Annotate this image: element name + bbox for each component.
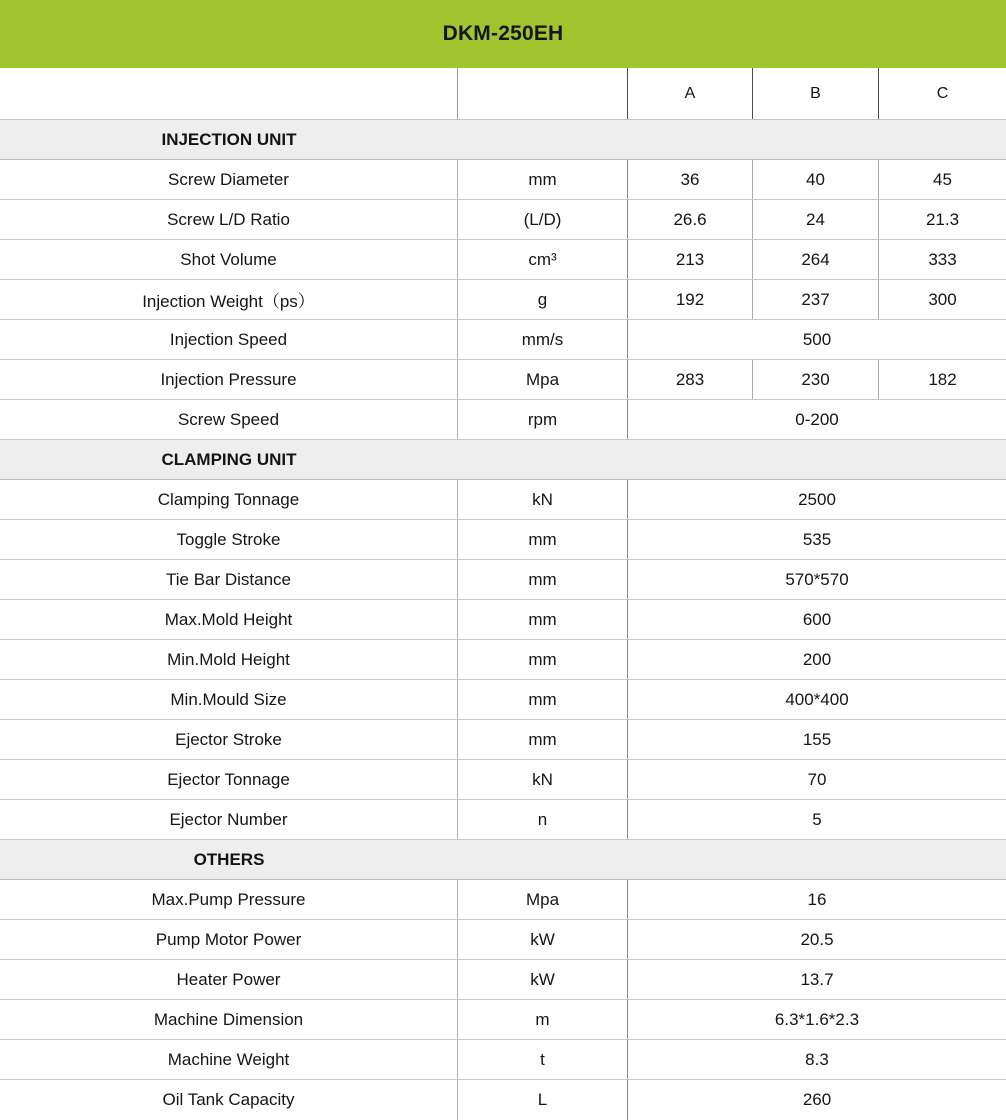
spec-unit: mm xyxy=(458,560,628,599)
spec-label: Ejector Number xyxy=(0,800,458,839)
spec-label: Max.Pump Pressure xyxy=(0,880,458,919)
section-title: OTHERS xyxy=(193,849,265,869)
spec-value-b: 40 xyxy=(753,160,879,199)
spec-value-span: 13.7 xyxy=(800,969,834,989)
spec-label: Heater Power xyxy=(0,960,458,999)
spec-unit: mm/s xyxy=(458,320,628,359)
table-row-toggle-stroke xyxy=(0,520,1006,560)
spec-label: Max.Mold Height xyxy=(0,600,458,639)
spec-unit: mm xyxy=(458,720,628,759)
spec-value-a: 26.6 xyxy=(628,200,753,239)
table-row-screw-ld-ratio xyxy=(0,200,1006,240)
spec-value-span: 16 xyxy=(807,889,827,909)
table-row-ejector-number xyxy=(0,800,1006,840)
table-row-screw-diameter xyxy=(0,160,1006,200)
table-row-clamping-tonnage xyxy=(0,480,1006,520)
spec-value-c: 21.3 xyxy=(925,209,960,229)
spec-unit: kW xyxy=(458,920,628,959)
table-row-min-mould-size xyxy=(0,680,1006,720)
spec-unit: n xyxy=(458,800,628,839)
spec-value-span: 8.3 xyxy=(805,1049,829,1069)
table-row-injection-pressure xyxy=(0,360,1006,400)
spec-value-span: 0-200 xyxy=(795,409,839,429)
spec-value-span: 200 xyxy=(802,649,832,669)
spec-value-b: 237 xyxy=(753,280,879,319)
table-row-ejector-tonnage xyxy=(0,760,1006,800)
column-header-row xyxy=(0,68,1006,120)
spec-label: Min.Mold Height xyxy=(0,640,458,679)
table-row-max-mold-height xyxy=(0,600,1006,640)
spec-label: Min.Mould Size xyxy=(0,680,458,719)
table-row-tie-bar-distance xyxy=(0,560,1006,600)
spec-value-span: 260 xyxy=(802,1090,832,1109)
spec-value-c: 182 xyxy=(928,369,957,389)
spec-unit: rpm xyxy=(458,400,628,439)
spec-unit: m xyxy=(458,1000,628,1039)
spec-label: Oil Tank Capacity xyxy=(0,1080,458,1120)
section-header-clamping-unit xyxy=(0,440,1006,480)
spec-unit: cm³ xyxy=(458,240,628,279)
spec-unit: Mpa xyxy=(458,360,628,399)
spec-unit: mm xyxy=(458,680,628,719)
spec-label: Injection Pressure xyxy=(0,360,458,399)
spec-label: Ejector Tonnage xyxy=(0,760,458,799)
spec-unit: g xyxy=(458,280,628,319)
machine-model-title: DKM-250EH xyxy=(442,22,564,45)
column-header-c: C xyxy=(936,84,949,102)
table-row-ejector-stroke xyxy=(0,720,1006,760)
spec-unit: kN xyxy=(458,760,628,799)
spec-value-a: 283 xyxy=(628,360,753,399)
spec-unit: mm xyxy=(458,160,628,199)
spec-unit: mm xyxy=(458,640,628,679)
spec-unit: t xyxy=(458,1040,628,1079)
section-header-others xyxy=(0,840,1006,880)
table-row-heater-power xyxy=(0,960,1006,1000)
spec-label: Machine Weight xyxy=(0,1040,458,1079)
spec-value-span: 20.5 xyxy=(800,929,834,949)
column-header-b: B xyxy=(753,68,879,119)
spec-unit: (L/D) xyxy=(458,200,628,239)
spec-value-span: 535 xyxy=(802,529,832,549)
spec-value-span: 570*570 xyxy=(785,569,849,589)
spec-value-span: 5 xyxy=(812,809,822,829)
spec-unit: Mpa xyxy=(458,880,628,919)
table-row-max-pump-pressure xyxy=(0,880,1006,920)
spec-label: Pump Motor Power xyxy=(0,920,458,959)
section-title: CLAMPING UNIT xyxy=(161,449,297,469)
spec-value-a: 36 xyxy=(628,160,753,199)
spec-value-span: 6.3*1.6*2.3 xyxy=(774,1009,860,1029)
spec-label: Toggle Stroke xyxy=(0,520,458,559)
spec-label: Injection Speed xyxy=(0,320,458,359)
header-spec-cell xyxy=(0,68,458,119)
table-row-pump-motor-power xyxy=(0,920,1006,960)
spec-value-c: 333 xyxy=(928,249,957,269)
spec-value-span: 400*400 xyxy=(785,689,849,709)
spec-unit: mm xyxy=(458,520,628,559)
spec-unit: mm xyxy=(458,600,628,639)
spec-value-span: 600 xyxy=(802,609,832,629)
spec-value-a: 192 xyxy=(628,280,753,319)
table-row-machine-weight xyxy=(0,1040,1006,1080)
spec-unit: kW xyxy=(458,960,628,999)
spec-label: Clamping Tonnage xyxy=(0,480,458,519)
table-row-oil-tank-capacity xyxy=(0,1080,1006,1120)
header-unit-cell xyxy=(458,68,628,119)
spec-value-span: 70 xyxy=(807,769,827,789)
title-bar xyxy=(0,0,1006,68)
spec-unit: L xyxy=(458,1080,628,1120)
table-row-injection-weight xyxy=(0,280,1006,320)
spec-label: Ejector Stroke xyxy=(0,720,458,759)
spec-value-b: 264 xyxy=(753,240,879,279)
spec-label: Injection Weight（ps） xyxy=(0,280,458,319)
spec-label: Screw Diameter xyxy=(0,160,458,199)
spec-value-b: 230 xyxy=(753,360,879,399)
section-title: INJECTION UNIT xyxy=(161,129,297,149)
column-header-a: A xyxy=(628,68,753,119)
spec-value-span: 500 xyxy=(802,329,832,349)
spec-label: Screw L/D Ratio xyxy=(0,200,458,239)
spec-value-span: 2500 xyxy=(798,489,836,509)
spec-value-a: 213 xyxy=(628,240,753,279)
spec-label: Tie Bar Distance xyxy=(0,560,458,599)
table-row-screw-speed xyxy=(0,400,1006,440)
table-row-injection-speed xyxy=(0,320,1006,360)
table-row-min-mold-height xyxy=(0,640,1006,680)
spec-value-b: 24 xyxy=(753,200,879,239)
section-header-injection-unit xyxy=(0,120,1006,160)
table-row-machine-dimension xyxy=(0,1000,1006,1040)
spec-value-span: 155 xyxy=(802,729,832,749)
spec-label: Screw Speed xyxy=(0,400,458,439)
spec-value-c: 45 xyxy=(933,169,952,189)
table-row-shot-volume xyxy=(0,240,1006,280)
spec-unit: kN xyxy=(458,480,628,519)
spec-value-c: 300 xyxy=(928,289,957,309)
spec-label: Machine Dimension xyxy=(0,1000,458,1039)
spec-label: Shot Volume xyxy=(0,240,458,279)
